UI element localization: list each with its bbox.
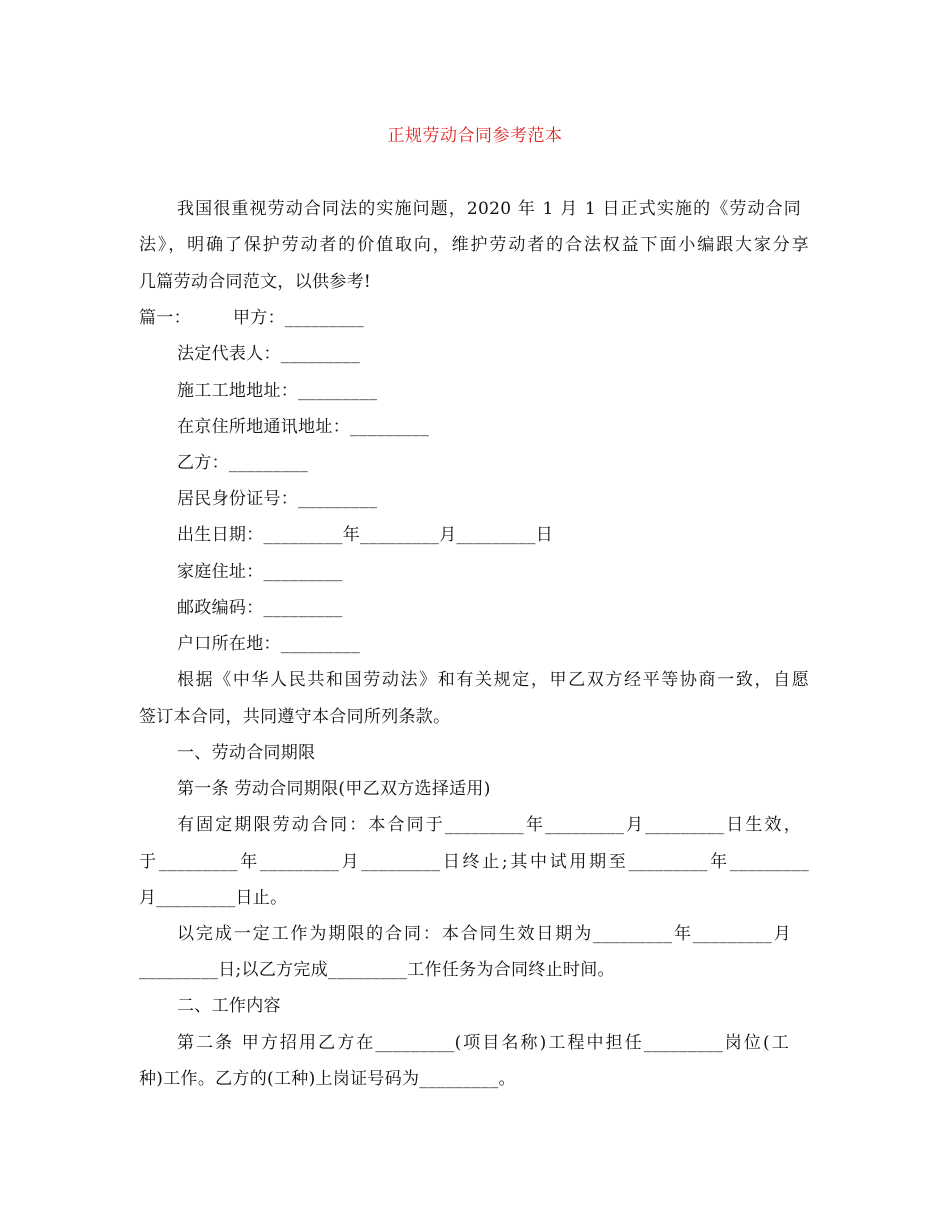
section-label: 篇一： <box>139 308 191 328</box>
legal-representative-field: 法定代表人：_________ <box>177 344 360 364</box>
party-a-field: 甲方：_________ <box>233 308 365 328</box>
basis-line-2: 签订本合同，共同遵守本合同所列条款。 <box>139 707 451 727</box>
id-number-field: 居民身份证号：_________ <box>177 489 378 509</box>
fixed-term-line-2: 于_________年_________月_________日终止;其中试用期至_________年_________ <box>139 852 809 872</box>
hukou-field: 户口所在地：_________ <box>177 634 360 654</box>
birth-date-field: 出生日期：_________年_________月_________日 <box>177 525 553 545</box>
intro-line-2: 法》，明确了保护劳动者的价值取向，维护劳动者的合法权益下面小编跟大家分享 <box>139 235 809 255</box>
heading-work-content: 二、工作内容 <box>177 996 281 1016</box>
article-1-title: 第一条 劳动合同期限(甲乙双方选择适用) <box>177 779 491 799</box>
task-term-line-1: 以完成一定工作为期限的合同：本合同生效日期为_________年_________月 <box>177 924 791 944</box>
party-b-field: 乙方：_________ <box>177 453 309 473</box>
home-address-field: 家庭住址：_________ <box>177 562 343 582</box>
postal-code-field: 邮政编码：_________ <box>177 598 343 618</box>
site-address-field: 施工工地地址：_________ <box>177 381 378 401</box>
intro-line-1: 我国很重视劳动合同法的实施问题，2020 年 1 月 1 日正式实施的《劳动合同 <box>177 199 801 219</box>
article-2-line-1: 第二条 甲方招用乙方在_________(项目名称)工程中担任_________岗位(工 <box>177 1033 789 1053</box>
intro-line-3: 几篇劳动合同范文，以供参考! <box>139 272 372 292</box>
heading-contract-term: 一、劳动合同期限 <box>177 743 316 763</box>
beijing-address-field: 在京住所地通讯地址：_________ <box>177 417 430 437</box>
fixed-term-line-3: 月_________日止。 <box>139 888 288 908</box>
fixed-term-line-1: 有固定期限劳动合同：本合同于_________年_________月_________日生效， <box>177 815 801 835</box>
article-2-line-2: 种)工作。乙方的(工种)上岗证号码为_________。 <box>139 1069 516 1089</box>
document-title: 正规劳动合同参考范本 <box>387 126 563 146</box>
basis-line-1: 根据《中华人民共和国劳动法》和有关规定，甲乙双方经平等协商一致，自愿 <box>177 670 809 690</box>
task-term-line-2: _________日;以乙方完成_________工作任务为合同终止时间。 <box>139 960 615 980</box>
